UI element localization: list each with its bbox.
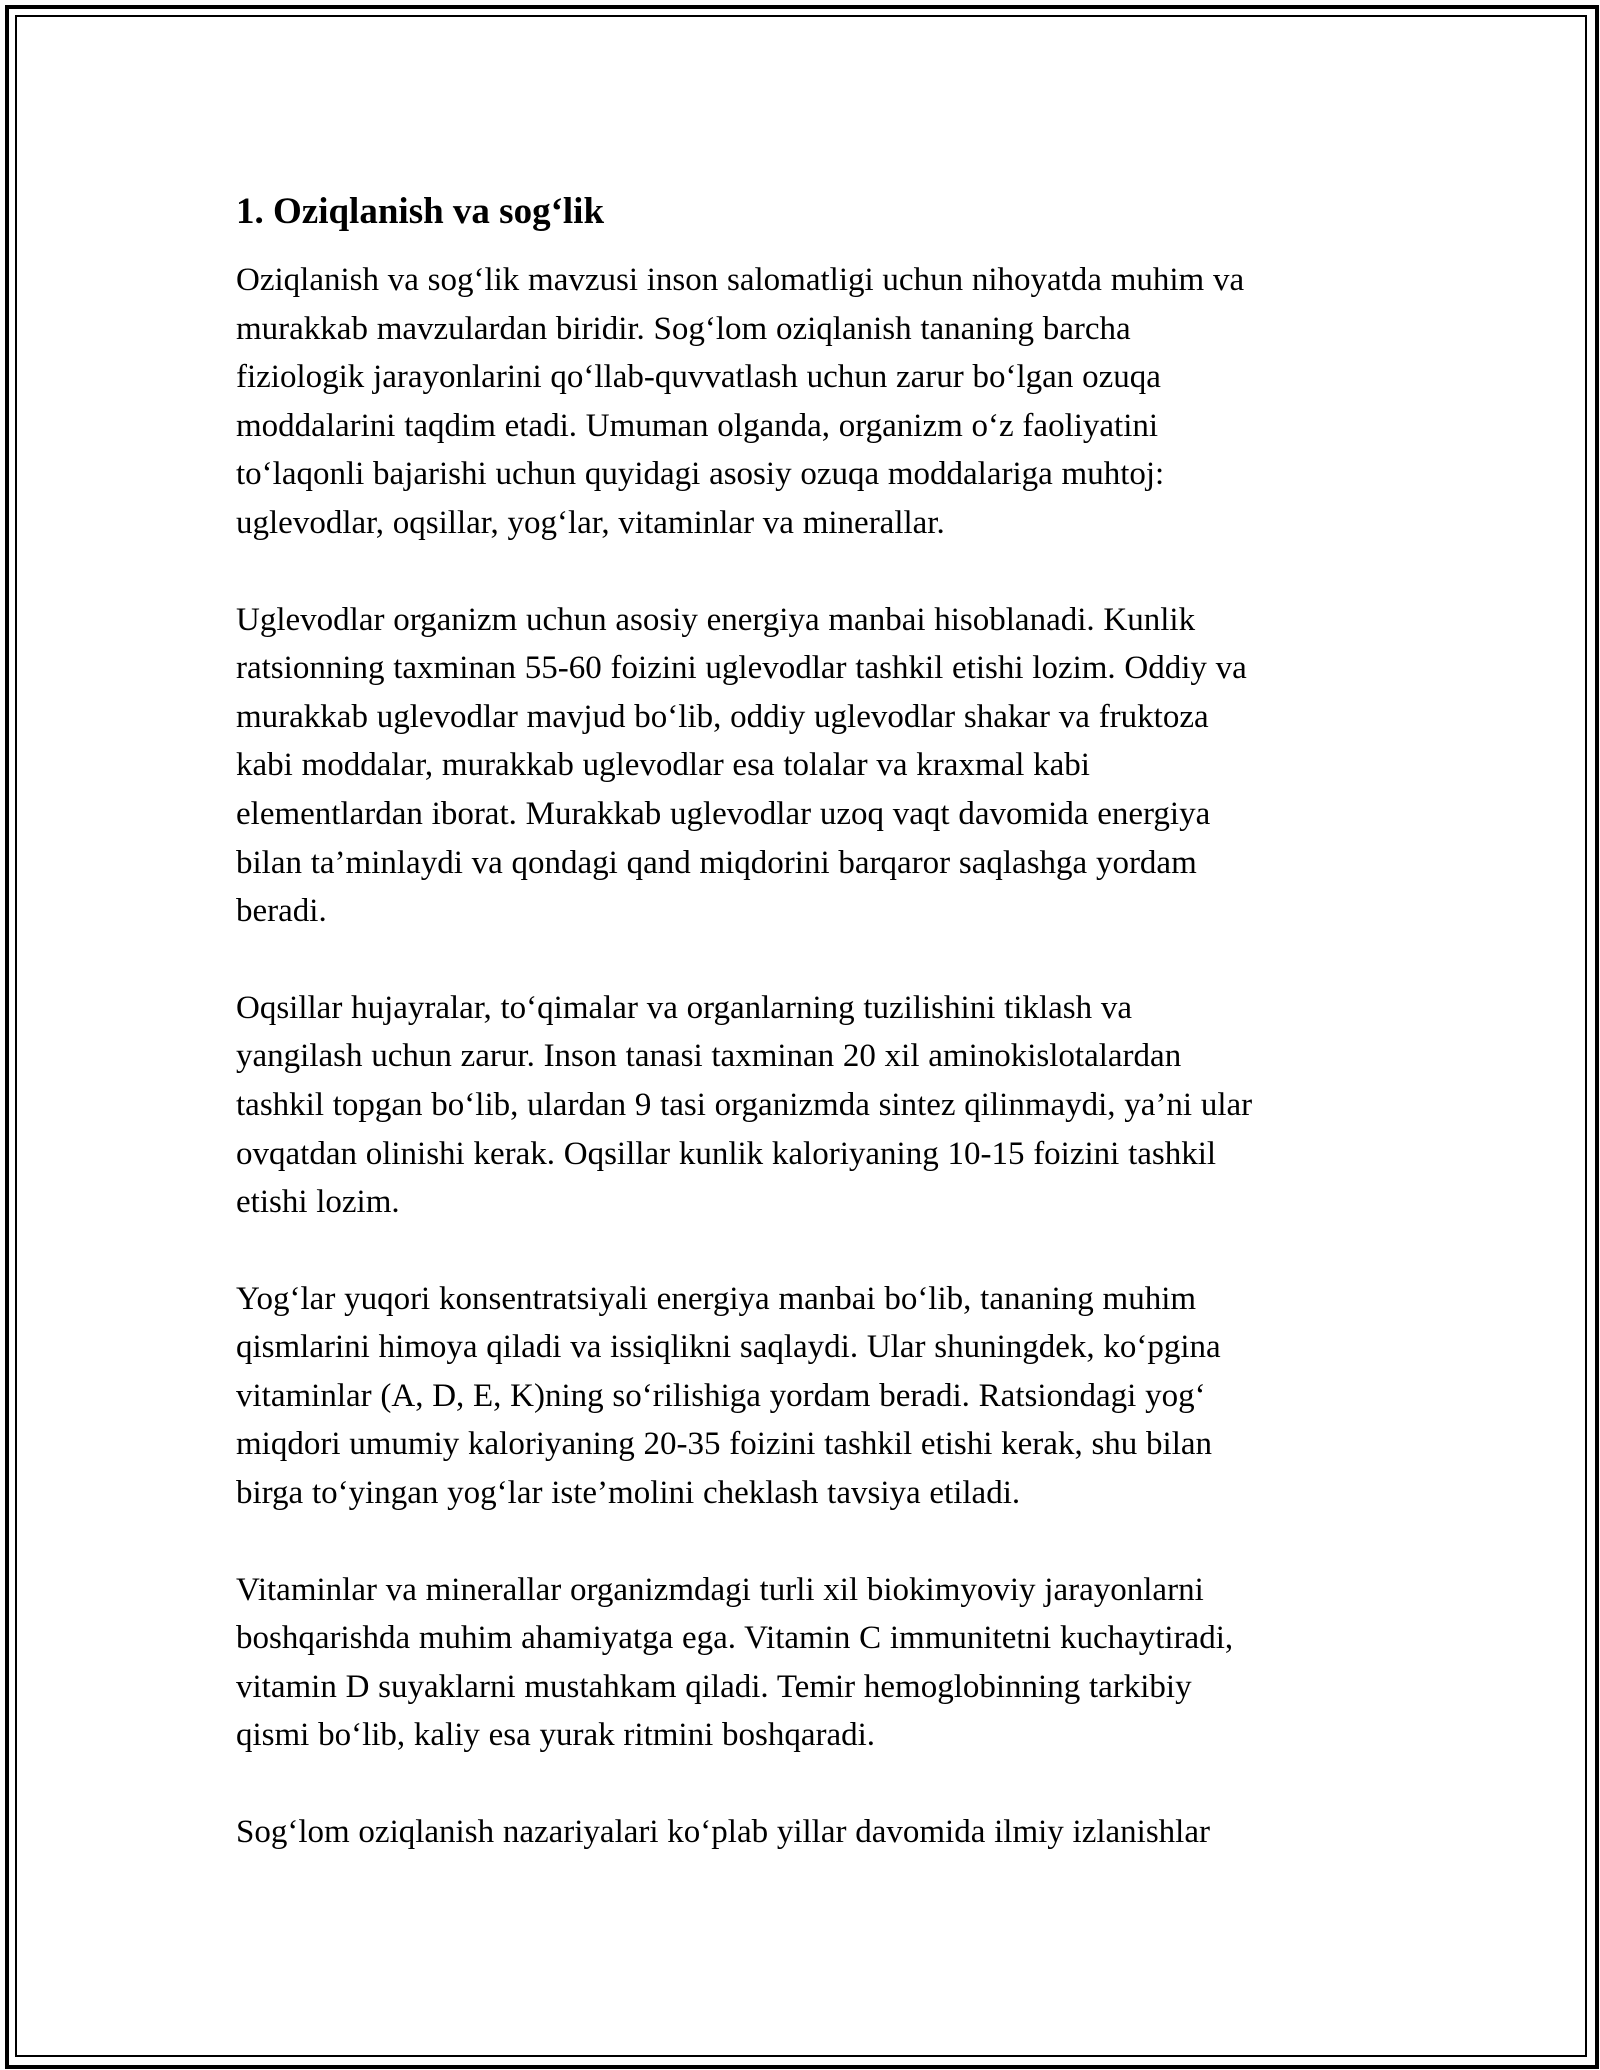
paragraph-intro (236, 256, 1386, 548)
paragraph-proteins (236, 984, 1386, 1227)
paragraph-line: Oqsillar hujayralar, to‘qimalar va organlarning tuzilishini tiklash va (236, 989, 1132, 1026)
document-page (236, 180, 1386, 1905)
paragraph-line: kabi moddalar, murakkab uglevodlar esa tolalar va kraxmal kabi (236, 747, 1090, 784)
paragraph-line: qismi bo‘lib, kaliy esa yurak ritmini boshqaradi. (236, 1717, 876, 1754)
paragraph-line: vitaminlar (A, D, E, K)ning so‘rilishiga yordam beradi. Ratsiondagi yog‘ (236, 1377, 1206, 1414)
paragraph-line: etishi lozim. (236, 1184, 400, 1221)
paragraph-line: beradi. (236, 893, 327, 930)
paragraph-carbohydrates (236, 596, 1386, 936)
paragraph-line: Vitaminlar va minerallar organizmdagi turli xil biokimyoviy jarayonlarni (236, 1571, 1204, 1608)
section-heading: 1. Oziqlanish va sog‘lik (236, 191, 605, 232)
paragraph-line: bilan ta’minlaydi va qondagi qand miqdorini barqaror saqlashga yordam (236, 844, 1197, 881)
paragraph-vitamins (236, 1566, 1386, 1760)
paragraph-line: Uglevodlar organizm uchun asosiy energiya manbai hisoblanadi. Kunlik (236, 601, 1196, 638)
paragraph-line: elementlardan iborat. Murakkab uglevodlar uzoq vaqt davomida energiya (236, 795, 1211, 832)
paragraph-line: fiziologik jarayonlarini qo‘llab-quvvatlash uchun zarur bo‘lgan ozuqa (236, 359, 1161, 396)
paragraph-line: Yog‘lar yuqori konsentratsiyali energiya manbai bo‘lib, tananing muhim (236, 1280, 1197, 1317)
paragraph-line: ratsionning taxminan 55-60 foizini uglevodlar tashkil etishi lozim. Oddiy va (236, 650, 1247, 687)
paragraph-line: miqdori umumiy kaloriyaning 20-35 foizini tashkil etishi kerak, shu bilan (236, 1426, 1213, 1463)
paragraph-line: tashkil topgan bo‘lib, ulardan 9 tasi organizmda sintez qilinmaydi, ya’ni ular (236, 1086, 1253, 1123)
paragraph-line: murakkab uglevodlar mavjud bo‘lib, oddiy uglevodlar shakar va fruktoza (236, 698, 1209, 735)
paragraph-fats (236, 1275, 1386, 1518)
paragraph-line: murakkab mavzulardan biridir. Sog‘lom oziqlanish tananing barcha (236, 310, 1131, 347)
paragraph-line: moddalarini taqdim etadi. Umuman olganda, organizm o‘z faoliyatini (236, 407, 1159, 444)
paragraph-theories (236, 1808, 1386, 1857)
paragraph-line: vitamin D suyaklarni mustahkam qiladi. Temir hemoglobinning tarkibiy (236, 1668, 1192, 1705)
paragraph-line: Oziqlanish va sog‘lik mavzusi inson salomatligi uchun nihoyatda muhim va (236, 262, 1245, 298)
paragraph-line: birga to‘yingan yog‘lar iste’molini cheklash tavsiya etiladi. (236, 1475, 1021, 1512)
paragraph-line: Sog‘lom oziqlanish nazariyalari ko‘plab yillar davomida ilmiy izlanishlar (236, 1814, 1210, 1851)
paragraph-line: yangilash uchun zarur. Inson tanasi taxminan 20 xil aminokislotalardan (236, 1038, 1182, 1075)
paragraph-line: ovqatdan olinishi kerak. Oqsillar kunlik kaloriyaning 10-15 foizini tashkil (236, 1135, 1217, 1172)
paragraph-line: uglevodlar, oqsillar, yog‘lar, vitaminlar va minerallar. (236, 504, 945, 541)
paragraph-line: qismlarini himoya qiladi va issiqlikni saqlaydi. Ular shuningdek, ko‘pgina (236, 1329, 1221, 1366)
paragraph-line: to‘laqonli bajarishi uchun quyidagi asosiy ozuqa moddalariga muhtoj: (236, 456, 1165, 493)
paragraph-line: boshqarishda muhim ahamiyatga ega. Vitamin C immunitetni kuchaytiradi, (236, 1620, 1234, 1657)
